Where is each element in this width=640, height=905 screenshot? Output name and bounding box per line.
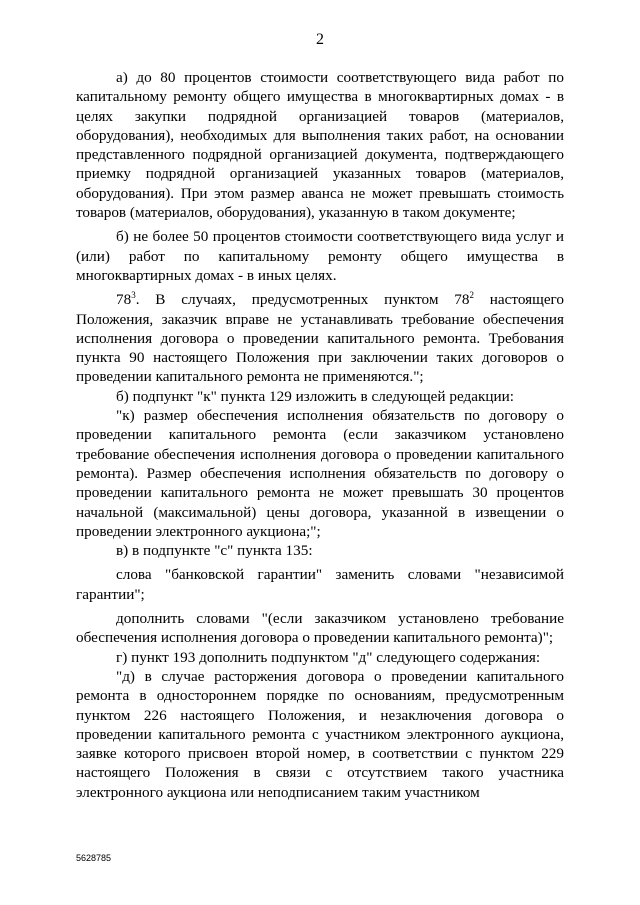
paragraph-subclause-k: "к) размер обеспечения исполнения обязательств по договору о проведении капитального ремонта (если заказчиком установлено требование обеспечения исполнения договора о проведении капитального ремонта). Размер обеспечения исполнения обязательств по договору о проведении капитального ремонта не может превышать 30 процентов начальной (максимальной) цены договора, указанной в извещении о проведении электронного аукциона;"; <box>76 407 564 540</box>
superscript: 2 <box>469 290 474 301</box>
clause-number: 78 <box>116 291 132 309</box>
document-code: 5628785 <box>76 853 112 863</box>
paragraph-subclause-s-intro: в) в подпункте "с" пункта 135: <box>116 542 313 560</box>
paragraph-advance-b: б) не более 50 процентов стоимости соответствующего вида услуг и (или) работ по капитальному ремонту общего имущества в многоквартирных домах - в иных целях. <box>76 228 564 284</box>
paragraph-subclause-k-intro: б) подпункт "к" пункта 129 изложить в следующей редакции: <box>116 387 514 405</box>
paragraph-add-words: дополнить словами "(если заказчиком установлено требование обеспечения исполнения договора о проведении капитального ремонта)"; <box>76 610 564 647</box>
paragraph-clause-193-intro: г) пункт 193 дополнить подпунктом "д" следующего содержания: <box>116 648 541 666</box>
clause-text-part: настоящего Положения, заказчик вправе не устанавливать требование обеспечения исполнения договора о проведении капитального ремонта. Требования пункта 90 настоящего Положения при заключении таких договоров о проведении капитального ремонта не применяются."; <box>76 291 565 386</box>
page-number: 2 <box>316 31 324 48</box>
document-body <box>76 68 564 802</box>
paragraph-advance-a: а) до 80 процентов стоимости соответствующего вида работ по капитальному ремонту общего имущества в многоквартирных домах - в целях закупки подрядной организацией товаров (материалов, оборудования), необходимых для выполнения таких работ, на основании представленного подрядной организацией документа, подтверждающего приемку подрядной организацией указанных товаров (материалов, оборудования). При этом размер аванса не может превышать стоимость товаров (материалов, оборудования), указанную в таком документе; <box>76 69 564 222</box>
paragraph-replace-words: слова "банковской гарантии" заменить словами "независимой гарантии"; <box>76 566 564 603</box>
superscript: 3 <box>131 290 136 301</box>
paragraph-78-3 <box>76 290 564 386</box>
clause-text-part: . В случаях, предусмотренных пунктом 78 <box>135 291 470 309</box>
paragraph-subclause-d: "д) в случае расторжения договора о проведении капитального ремонта в одностороннем порядке по основаниям, предусмотренным пунктом 226 настоящего Положения, и незаключения договора о проведении капитального ремонта с участником электронного аукциона, заявке которого присвоен второй номер, в соответствии с пунктом 229 настоящего Положения в связи с отсутствием такого участника электронного аукциона или неподписанием таким участником <box>76 667 564 801</box>
